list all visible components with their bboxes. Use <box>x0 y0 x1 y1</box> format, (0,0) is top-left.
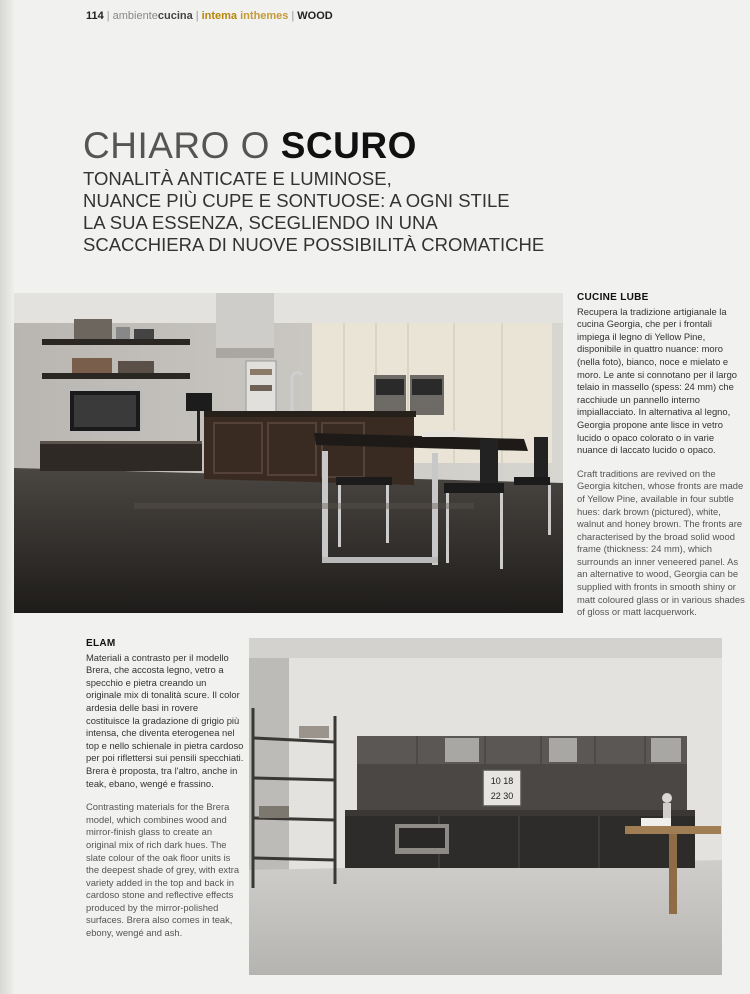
deck-line: SCACCHIERA DI NUOVE POSSIBILITÀ CROMATICHE <box>83 234 545 255</box>
page-number: 114 <box>86 10 104 22</box>
lube-article <box>577 292 747 619</box>
running-header: 114 | ambientecucina | intema inthemes | WOOD <box>86 10 333 22</box>
theme-name: WOOD <box>297 10 333 22</box>
lube-text-english: Craft traditions are revived on the Georgia kitchen, whose fronts are made of Yellow Pine, available in four subtle hues: dark brown (pictured), white, walnut and honey brown. The fronts are characterised by the broad solid wood frame (thickness: 24 mm), which surrounds an inner veneered panel. As an alternative to wood, Georgia can be supplied with fronts in smooth shiny or matt coloured glass or in various shades of gloss or matt lacquerwork. <box>577 467 745 618</box>
page-headline: CHIARO O SCURO <box>83 125 417 166</box>
clock-bottom-digits: 22 30 <box>490 791 514 801</box>
elam-kitchen-photo <box>249 638 722 975</box>
lube-text-italian: Recupera la tradizione artigianale la cucina Georgia, che per i frontali impiega il legno di Yellow Pine, disponibile in quattro nuance: moro (nella foto), bianco, noce e mielato e moro. Le ante si connotano per il largo telaio in massello (spess: 24 mm) che racchiude un pannello interno impiallacciato. In alternativa al legno, Georgia propone ante lisce in vetro lucido o opaco colorato o in varie nuance di laccato lucido o opaco. <box>577 305 737 456</box>
elam-text-english: Contrasting materials for the Brera model, which combines wood and mirror-finish glass to create an original mix of rich dark hues. The slate colour of the oak floor units is the deepest shade of grey, with extra variety added in the top and back in cardoso stone and reflective effects produced by the mirror-polished surfaces. Brera also comes in teak, ebony, wengé and ash. <box>86 801 240 939</box>
page-gutter-shadow <box>0 0 14 994</box>
section-name-b: inthemes <box>240 10 289 22</box>
headline-deck <box>83 168 553 256</box>
deck-line: LA SUA ESSENZA, SCEGLIENDO IN UNA <box>83 212 438 233</box>
elam-text-italian: Materiali a contrasto per il modello Brera, che accosta legno, vetro a specchio e pietra creando un originale mix di tonalità scure. Il color ardesia delle basi in rovere costituisce la gradazione di grigio più intensa, che diventa eterogenea nel top e nello schienale in pietra cardoso per poi riflettersi sui pensili specchiati. Brera è proposta, tra l'altro, anche in teak, ebano, wengé e frassino. <box>86 651 244 789</box>
deck-line: TONALITÀ ANTICATE E LUMINOSE, <box>83 168 392 189</box>
lube-brand: CUCINE LUBE <box>577 292 649 303</box>
magazine-name: ambientecucina <box>112 10 193 22</box>
lube-kitchen-photo <box>14 293 563 613</box>
elam-brand: ELAM <box>86 638 116 649</box>
clock-top-digits: 10 18 <box>490 776 514 786</box>
elam-article <box>86 638 244 940</box>
section-name-a: intema <box>201 10 238 22</box>
deck-line: NUANCE PIÙ CUPE E SONTUOSE: A OGNI STILE <box>83 190 510 211</box>
